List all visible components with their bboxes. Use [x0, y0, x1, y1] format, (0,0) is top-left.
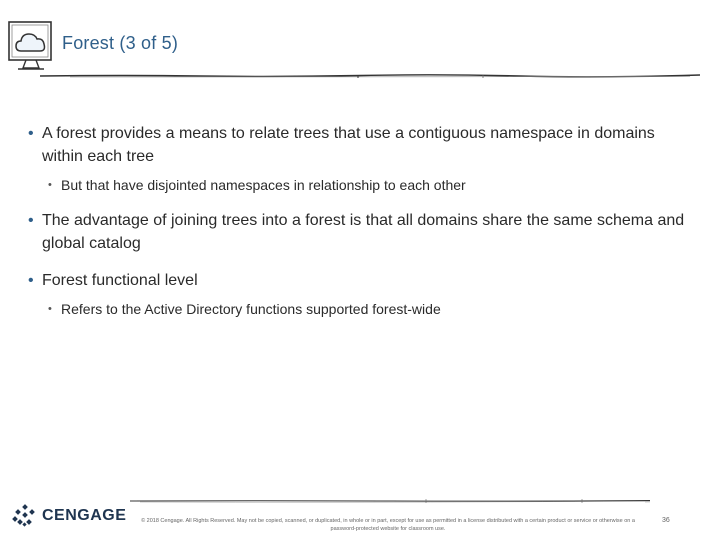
copyright-notice: © 2018 Cengage. All Rights Reserved. May not be copied, scanned, or duplicated, in whole or in part, except for use as permitted in a license distributed with a certain product or service or otherwise on a password-protected website for classroom use. — [141, 518, 635, 532]
bullet-marker: • — [28, 125, 34, 142]
bullet-marker: • — [28, 212, 34, 229]
bullet-text: The advantage of joining trees into a forest is that all domains share the same schema and global catalog — [42, 212, 685, 252]
bullet-text: A forest provides a means to relate trees that use a contiguous namespace in domains within each tree — [42, 125, 655, 165]
bullet-item — [28, 209, 688, 255]
sub-bullet-item — [28, 299, 688, 319]
logo-text: CENGAGE — [42, 507, 127, 524]
title-divider — [40, 70, 700, 82]
bullet-list — [28, 122, 688, 319]
page-number: 36 — [662, 517, 670, 524]
bullet-item — [28, 269, 688, 292]
cengage-logo-icon — [12, 504, 38, 528]
sub-bullet-marker: • — [48, 303, 52, 315]
sub-bullet-text: But that have disjointed namespaces in relationship to each other — [61, 177, 466, 193]
cengage-logo — [12, 502, 130, 530]
sub-bullet-text: Refers to the Active Directory functions supported forest-wide — [61, 301, 441, 317]
bullet-marker: • — [28, 272, 34, 289]
bullet-text: Forest functional level — [42, 272, 198, 289]
slide-title: Forest (3 of 5) — [62, 33, 179, 53]
footer-divider — [130, 496, 650, 506]
sub-bullet-marker: • — [48, 179, 52, 191]
cloud-monitor-icon — [6, 18, 58, 74]
bullet-item — [28, 122, 688, 168]
sub-bullet-item — [28, 175, 688, 195]
